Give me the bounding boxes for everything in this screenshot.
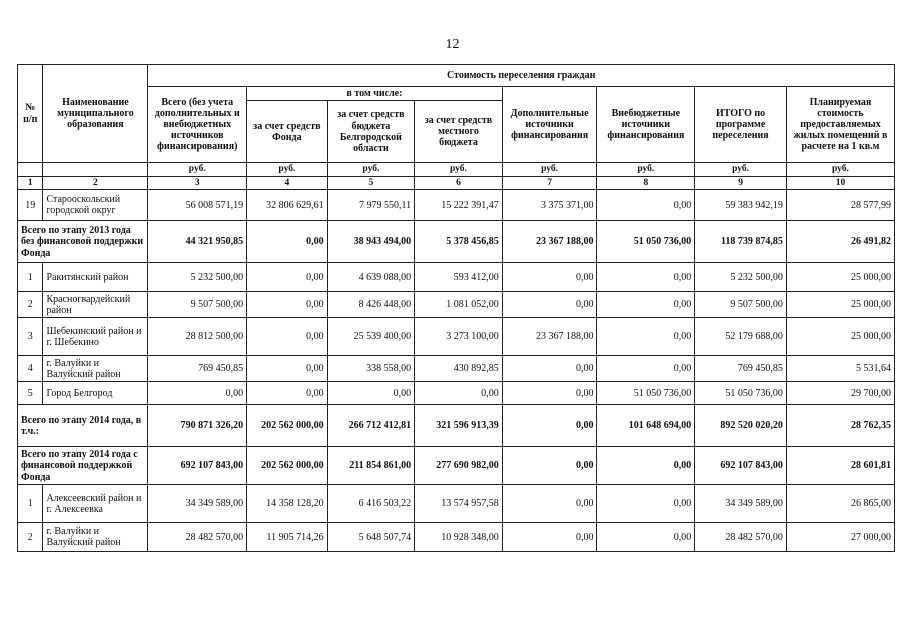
value-cell: 34 349 589,00 [148,485,247,523]
value-cell: 1 081 052,00 [415,292,503,318]
municipality-name: г. Валуйки и Валуйский район [43,523,148,552]
row-number: 1 [18,485,43,523]
row-number: 3 [18,318,43,356]
value-cell: 0,00 [247,318,327,356]
value-cell: 5 378 456,85 [415,221,503,263]
value-cell: 5 232 500,00 [695,263,787,292]
column-number: 3 [148,176,247,190]
row-label: Всего по этапу 2014 года с финансовой поддержкой Фонда [18,447,148,485]
value-cell: 3 375 371,00 [502,190,597,221]
value-cell: 338 558,00 [327,356,415,382]
header-additional: Дополнительные источники финансирования [502,87,597,163]
value-cell: 0,00 [597,485,695,523]
value-cell: 0,00 [597,356,695,382]
value-cell: 25 000,00 [786,318,894,356]
row-number: 2 [18,523,43,552]
value-cell: 26 491,82 [786,221,894,263]
value-cell: 0,00 [247,263,327,292]
value-cell: 26 865,00 [786,485,894,523]
row-label: Всего по этапу 2013 года без финансовой поддержки Фонда [18,221,148,263]
total-row [18,447,895,485]
total-row [18,405,895,447]
value-cell: 211 854 861,00 [327,447,415,485]
value-cell: 25 000,00 [786,292,894,318]
value-cell: 7 979 550,11 [327,190,415,221]
table-row [18,292,895,318]
value-cell: 0,00 [415,382,503,405]
value-cell: 0,00 [597,447,695,485]
unit-label: руб. [148,163,247,177]
value-cell: 29 700,00 [786,382,894,405]
column-number: 6 [415,176,503,190]
resettlement-cost-table [17,64,895,552]
unit-label: руб. [695,163,787,177]
value-cell: 0,00 [148,382,247,405]
unit-label: руб. [502,163,597,177]
row-number: 4 [18,356,43,382]
value-cell: 32 806 629,61 [247,190,327,221]
value-cell: 28 577,99 [786,190,894,221]
value-cell: 593 412,00 [415,263,503,292]
value-cell: 5 648 507,74 [327,523,415,552]
table-row [18,523,895,552]
municipality-name: Город Белгород [43,382,148,405]
unit-label: руб. [786,163,894,177]
column-number: 9 [695,176,787,190]
value-cell: 34 349 589,00 [695,485,787,523]
value-cell: 25 539 400,00 [327,318,415,356]
total-row [18,221,895,263]
value-cell: 44 321 950,85 [148,221,247,263]
value-cell: 118 739 874,85 [695,221,787,263]
value-cell: 15 222 391,47 [415,190,503,221]
value-cell: 28 762,35 [786,405,894,447]
header-num: № п/п [18,65,43,163]
value-cell: 13 574 957,58 [415,485,503,523]
value-cell: 28 482 570,00 [695,523,787,552]
value-cell: 51 050 736,00 [597,221,695,263]
value-cell: 0,00 [247,356,327,382]
value-cell: 51 050 736,00 [695,382,787,405]
value-cell: 5 232 500,00 [148,263,247,292]
value-cell: 321 596 913,39 [415,405,503,447]
header-regional: за счет средств бюджета Белгородской области [327,101,415,163]
table-row [18,356,895,382]
table-body [18,190,895,552]
column-number: 7 [502,176,597,190]
column-number: 8 [597,176,695,190]
value-cell: 277 690 982,00 [415,447,503,485]
value-cell: 101 648 694,00 [597,405,695,447]
unit-label: руб. [597,163,695,177]
header-local: за счет средств местного бюджета [415,101,503,163]
header-total-no-ext: Всего (без учета дополнительных и внебюджетных источников финансирования) [148,87,247,163]
table-row [18,318,895,356]
row-label: Всего по этапу 2014 года, в т.ч.: [18,405,148,447]
row-number: 2 [18,292,43,318]
value-cell: 0,00 [597,292,695,318]
column-number: 5 [327,176,415,190]
value-cell: 0,00 [502,447,597,485]
municipality-name: Шебекинский район и г. Шебекино [43,318,148,356]
value-cell: 27 000,00 [786,523,894,552]
header-including: в том числе: [247,87,503,101]
row-number: 5 [18,382,43,405]
header-name: Наименование муниципального образования [43,65,148,163]
value-cell: 0,00 [247,292,327,318]
value-cell: 0,00 [247,382,327,405]
value-cell: 51 050 736,00 [597,382,695,405]
value-cell: 0,00 [597,523,695,552]
value-cell: 23 367 188,00 [502,318,597,356]
table-row [18,263,895,292]
value-cell: 28 601,81 [786,447,894,485]
value-cell: 692 107 843,00 [148,447,247,485]
column-number: 1 [18,176,43,190]
value-cell: 0,00 [502,405,597,447]
value-cell: 202 562 000,00 [247,405,327,447]
value-cell: 0,00 [247,221,327,263]
row-number: 1 [18,263,43,292]
value-cell: 0,00 [502,382,597,405]
municipality-name: г. Валуйки и Валуйский район [43,356,148,382]
value-cell: 14 358 128,20 [247,485,327,523]
value-cell: 28 482 570,00 [148,523,247,552]
value-cell: 0,00 [502,523,597,552]
value-cell: 430 892,85 [415,356,503,382]
value-cell: 0,00 [597,318,695,356]
header-planned: Планируемая стоимость предоставляемых жилых помещений в расчете на 1 кв.м [786,87,894,163]
value-cell: 266 712 412,81 [327,405,415,447]
municipality-name: Староoскольский городской округ [43,190,148,221]
unit-label: руб. [247,163,327,177]
value-cell: 56 008 571,19 [148,190,247,221]
value-cell: 0,00 [597,190,695,221]
value-cell: 5 531,64 [786,356,894,382]
value-cell: 59 383 942,19 [695,190,787,221]
value-cell: 0,00 [502,485,597,523]
value-cell: 790 871 326,20 [148,405,247,447]
value-cell: 6 416 503,22 [327,485,415,523]
unit-label: руб. [415,163,503,177]
value-cell: 25 000,00 [786,263,894,292]
value-cell: 10 928 348,00 [415,523,503,552]
value-cell: 0,00 [327,382,415,405]
value-cell: 4 639 088,00 [327,263,415,292]
value-cell: 692 107 843,00 [695,447,787,485]
value-cell: 11 905 714,26 [247,523,327,552]
value-cell: 52 179 688,00 [695,318,787,356]
value-cell: 23 367 188,00 [502,221,597,263]
header-extrabudget: Внебюджетные источники финансирования [597,87,695,163]
value-cell: 769 450,85 [695,356,787,382]
value-cell: 9 507 500,00 [148,292,247,318]
value-cell: 0,00 [502,292,597,318]
header-fund: за счет средств Фонда [247,101,327,163]
page-number: 12 [445,37,460,52]
value-cell: 28 812 500,00 [148,318,247,356]
column-number: 4 [247,176,327,190]
value-cell: 3 273 100,00 [415,318,503,356]
municipality-name: Ракитянский район [43,263,148,292]
value-cell: 9 507 500,00 [695,292,787,318]
value-cell: 0,00 [502,263,597,292]
municipality-name: Красногвардейский район [43,292,148,318]
value-cell: 8 426 448,00 [327,292,415,318]
value-cell: 892 520 020,20 [695,405,787,447]
header-cost-title: Стоимость переселения граждан [148,65,895,87]
value-cell: 38 943 494,00 [327,221,415,263]
value-cell: 769 450,85 [148,356,247,382]
column-number: 2 [43,176,148,190]
municipality-name: Алексеевский район и г. Алексеевка [43,485,148,523]
unit-label: руб. [327,163,415,177]
table-row [18,190,895,221]
value-cell: 0,00 [502,356,597,382]
row-number: 19 [18,190,43,221]
table-row [18,485,895,523]
header-itogo: ИТОГО по программе переселения [695,87,787,163]
value-cell: 202 562 000,00 [247,447,327,485]
column-number: 10 [786,176,894,190]
table-row [18,382,895,405]
value-cell: 0,00 [597,263,695,292]
